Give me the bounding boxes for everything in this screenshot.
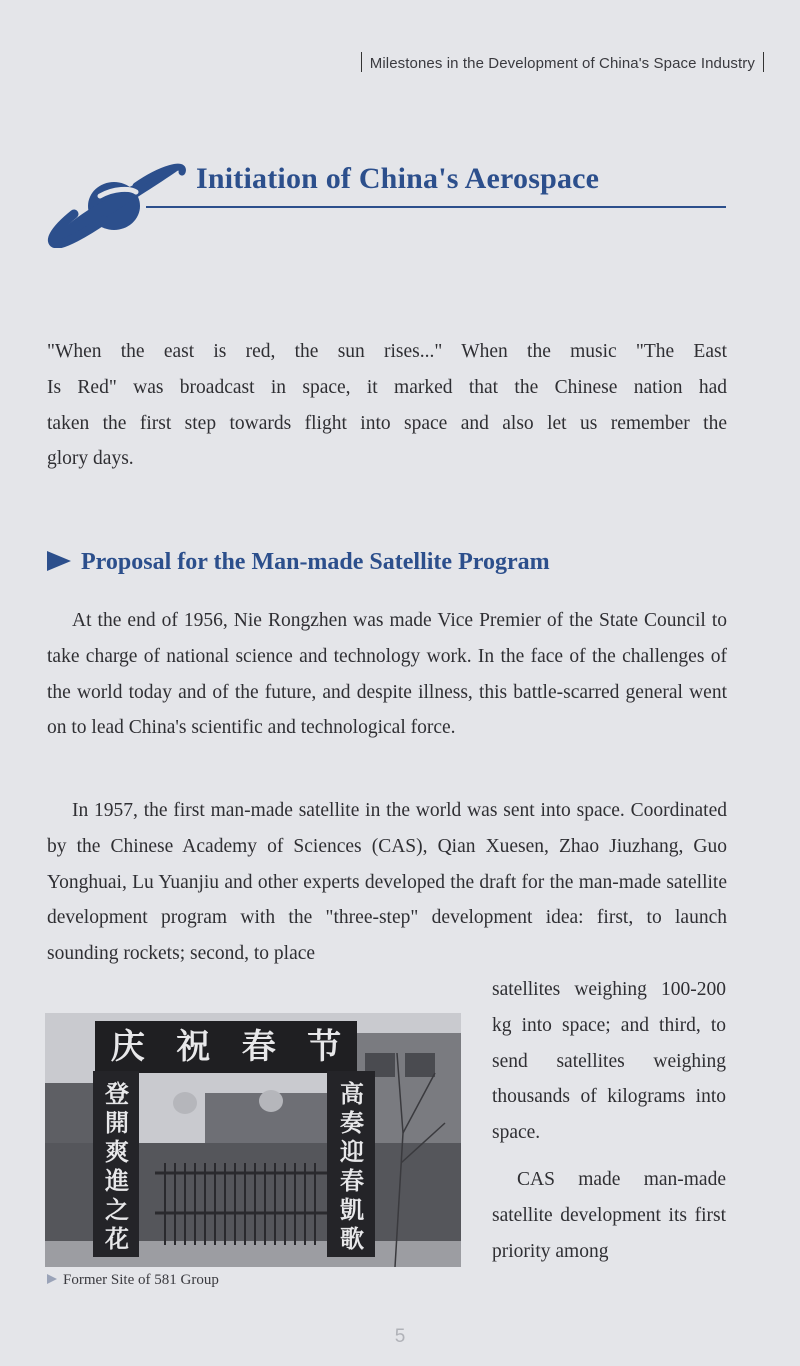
body-paragraph: CAS made man-made satellite development its first priority among: [492, 1169, 726, 1262]
pillar-character: 凱: [340, 1195, 364, 1224]
banner-characters: [95, 1023, 357, 1071]
section-heading: [47, 549, 550, 576]
pillar-character: 之: [105, 1195, 129, 1224]
intro-line: glory days.: [47, 448, 134, 470]
pillar-character: 進: [105, 1166, 129, 1195]
pillar-character: 高: [340, 1079, 364, 1108]
intro-line: taken the first step towards flight into space and also let us remember the: [47, 412, 727, 434]
banner-character: 庆: [110, 1027, 145, 1067]
header-divider: [361, 52, 362, 72]
left-pillar-characters: [95, 1079, 139, 1253]
banner-character: 春: [241, 1027, 276, 1067]
pillar-character: 歌: [340, 1224, 364, 1253]
running-header: [353, 52, 772, 72]
pillar-character: 迎: [340, 1137, 364, 1166]
banner-character: 祝: [176, 1027, 211, 1067]
chapter-title-underline: [146, 206, 726, 208]
section-heading-text: Proposal for the Man-made Satellite Program: [81, 549, 550, 575]
chapter-title: Initiation of China's Aerospace: [196, 162, 600, 195]
pillar-character: 奏: [340, 1108, 364, 1137]
pillar-character: 登: [105, 1079, 129, 1108]
planet-ring-logo-icon: [44, 158, 194, 248]
caption-triangle-icon: [47, 1274, 57, 1284]
body-paragraph: At the end of 1956, Nie Rongzhen was made Vice Premier of the State Council to take charge of national science and technology work. In the face of the challenges of the world today and of the future, and despite illness, this battle-scarred general went on to lead China's scientific and technological force.: [47, 610, 727, 739]
triangle-bullet-icon: [47, 551, 71, 571]
pillar-character: 開: [105, 1108, 129, 1137]
photo-caption: [47, 1272, 219, 1289]
body-paragraph-continued: satellites weighing 100-200 kg into space; and third, to send satellites weighing thousands of kilograms into space.: [492, 979, 726, 1144]
intro-line: "When the east is red, the sun rises..." When the music "The East: [47, 341, 727, 362]
running-header-text: Milestones in the Development of China's Space Industry: [369, 55, 755, 72]
intro-paragraph: [47, 334, 727, 477]
pillar-character: 春: [340, 1166, 364, 1195]
photo-former-site-581-group: [45, 1013, 461, 1267]
header-divider: [763, 52, 764, 72]
photo-caption-text: Former Site of 581 Group: [63, 1272, 219, 1288]
pillar-character: 爽: [105, 1137, 129, 1166]
body-paragraph: In 1957, the first man-made satellite in the world was sent into space. Coordinated by the Chinese Academy of Sciences (CAS), Qian Xuesen, Zhao Jiuzhang, Guo Yonghuai, Lu Yuanjiu and other experts developed the draft for the man-made satellite development program with the "three-step" development idea: first, to launch sounding rockets; second, to place: [47, 800, 727, 965]
banner-character: 节: [307, 1027, 342, 1067]
right-pillar-characters: [329, 1079, 375, 1253]
pillar-character: 花: [105, 1224, 129, 1253]
page-number: 5: [394, 1326, 406, 1347]
intro-line: Is Red" was broadcast in space, it marked that the Chinese nation had: [47, 376, 727, 398]
